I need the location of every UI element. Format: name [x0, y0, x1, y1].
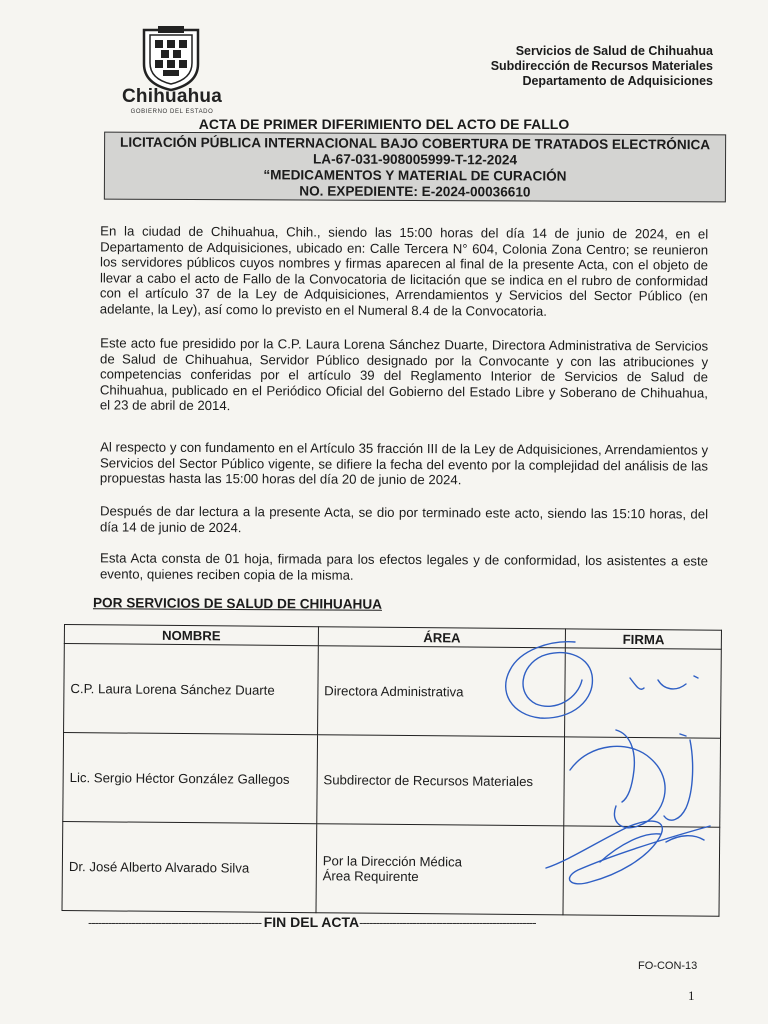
header-firma: FIRMA [566, 629, 722, 649]
table-row [64, 644, 722, 739]
end-of-document-line [88, 914, 688, 930]
file-number: NO. EXPEDIENTE: E-2024-00036610 [299, 183, 531, 200]
signer-area: Subdirector de Recursos Materiales [317, 735, 565, 826]
signer-area: Directora Administrativa [317, 646, 565, 737]
signer-area [316, 824, 564, 915]
state-logo [112, 24, 232, 116]
page-number: 1 [688, 988, 695, 1003]
document-title: ACTA DE PRIMER DIFERIMIENTO DEL ACTO DE FALLO [198, 116, 570, 132]
paragraph: Este acto fue presidido por la C.P. Laura Lorena Sánchez Duarte, Directora Administrativa de Servicios de Salud de Chihuahua, Servidor Público designado por la Convocante y con las atribuciones y competencias conferidas por el artículo 39 del Reglamento Interior de Servicios de Salud de Chihuahua, publicado en el Periódico Oficial del Gobierno del Estado Libre y Soberano de Chihuahua, el 23 de abril de 2014. [99, 335, 709, 414]
table-row [62, 821, 720, 916]
signature-cell [565, 648, 721, 738]
signature-cell [563, 826, 719, 916]
form-code: FO-CON-13 [638, 960, 698, 972]
signer-name: Dr. José Alberto Alvarado Silva [62, 821, 317, 912]
signature-table [61, 624, 721, 917]
table-row [63, 733, 721, 828]
issuer-line: Subdirección de Recursos Materiales [490, 59, 713, 73]
end-label: FIN DEL ACTA [263, 914, 360, 930]
tender-number: LA-67-031-908005999-T-12-2024 [312, 151, 518, 168]
header-nombre: NOMBRE [64, 625, 318, 646]
signer-name: C.P. Laura Lorena Sánchez Duarte [64, 644, 319, 735]
issuer-block [491, 44, 713, 89]
signature-cell [564, 737, 720, 827]
tender-title-box [104, 132, 726, 203]
header-area: ÁREA [318, 627, 566, 648]
coat-of-arms-icon [136, 24, 206, 92]
signer-area-line: Área Requirente [322, 868, 419, 885]
issuer-line: Departamento de Adquisiciones [522, 74, 713, 88]
tender-type: LICITACIÓN PÚBLICA INTERNACIONAL BAJO COBERTURA DE TRATADOS ELECTRÓNICA [120, 134, 711, 153]
tender-subject: “MEDICAMENTOS Y MATERIAL DE CURACIÓN [263, 167, 567, 184]
logo-subtitle: GOBIERNO DEL ESTADO [130, 109, 214, 115]
dash-line: ----------------------------------------------------- [359, 915, 536, 930]
signer-area-line: Por la Dirección Médica [322, 853, 463, 870]
signer-name: Lic. Sergio Héctor González Gallegos [63, 733, 318, 824]
paragraph: Al respecto y con fundamento en el Artículo 35 fracción III de la Ley de Adquisiciones, Arrendamientos y Servicios del Sector Público vigente, se difiere la fecha del evento por la complejidad del análisis de las propuestas hasta las 15:00 horas del día 20 de junio de 2024. [99, 439, 709, 488]
paragraph: Después de dar lectura a la presente Acta, se dio por terminado este acto, siendo las 15:10 horas, del día 14 de junio de 2024. [99, 503, 709, 535]
logo-wordmark: Chihuahua [122, 86, 222, 107]
paragraph: Esta Acta consta de 01 hoja, firmada para los efectos legales y de conformidad, los asistentes a este evento, quienes reciben copia de la misma. [99, 550, 709, 583]
dash-line: ---------------------------------------------------- [88, 915, 264, 930]
paragraph: En la ciudad de Chihuahua, Chih., siendo las 15:00 horas del día 14 de junio de 2024, en el Departamento de Adquisiciones, ubicado en: Calle Tercera N° 604, Colonia Zona Centro; se reunieron los servidores públicos cuyos nombres y firmas aparecen al final de la presente Acta, con el objeto de llevar a cabo el acto de Fallo de la Convocatoria de licitación que se indica en el rubro de conformidad con el artículo 37 de la Ley de Adquisiciones, Arrendamientos y Servicios del Sector Público (en adelante, la Ley), así como lo previsto en el Numeral 8.4 de la Convocatoria. [99, 223, 709, 319]
section-heading: POR SERVICIOS DE SALUD DE CHIHUAHUA [92, 595, 383, 612]
issuer-line: Servicios de Salud de Chihuahua [515, 44, 713, 58]
